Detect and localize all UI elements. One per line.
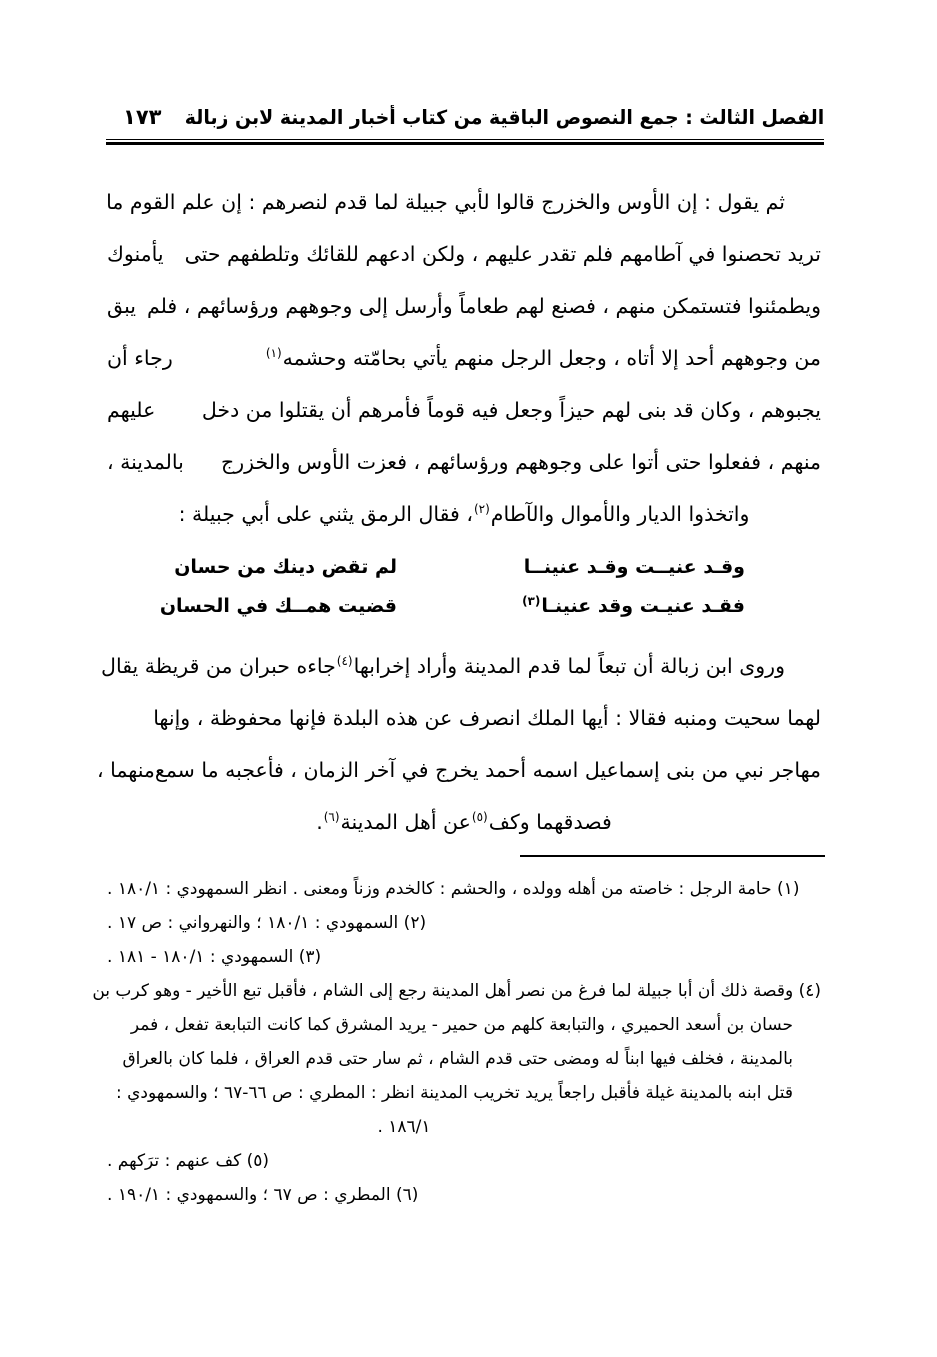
header-rule-thin [106,139,824,140]
verse-line [107,548,821,587]
footnote-marker-6[interactable]: (٦) [323,810,340,825]
verse-hemistich-second: فقـد عنيـت وقد عنينـا$^{(٣)}$ [522,593,745,617]
footnote-text: (٥) كف عنهم : ترَكهم . [107,1151,270,1171]
body-line [107,384,821,436]
page-folio-number: ١٧٣ [123,105,162,129]
body-line-text: واتخذوا الديار والأموال والآطام$^{(٢)}$، فقال الرمق يثني على أبي جبيلة : [178,502,750,526]
footnotes-block [92,872,821,1212]
body-line-text-end: جاءه حبران من قريظة يقال [101,654,336,678]
footnote-continuation [107,1076,821,1110]
body-line-text-end: يبق [107,294,136,318]
footnote-text: (٣) السمهودي : ١٨٠/١ - ١٨١ . [107,947,322,967]
verse-line [107,587,821,626]
body-line [97,744,821,796]
body-line [107,280,821,332]
footnote-text: (١) حامة الرجل : خاصته من أهله وولده ، والحشم : كالخدم وزناً ومعنى . انظر السمهودي : ١٨٠/١ . [107,879,800,899]
footnote-text: (٤) وقصة ذلك أن أبا جبيلة لما فرغ من نصر أهل المدينة رجع إلى الشام ، فأقبل تبع الأخير - وهو كرب بن [92,981,821,1001]
body-line [107,436,821,488]
body-line-text: منهم ، ففعلوا حتى أتوا على وجوههم ورؤسائهم ، فعزت الأوس والخزرج [221,450,821,474]
verse-hemistich-first: قضيت همــك في الحسان [159,595,397,617]
footnote-text: بالمدينة ، فخلف فيها ابناً له ومضى حتى قدم الشام ، ثم سار حتى قدم العراق ، فلما كان بالعراق [122,1049,793,1069]
footnote-text: (٢) السمهودي : ١٨٠/١ ؛ والنهرواني : ص ١٧ . [107,913,427,933]
footnote-item [107,872,821,906]
body-line-text: مهاجر نبي من بنى إسماعيل اسمه أحمد يخرج في آخر الزمان ، فأعجبه ما سمع [154,758,821,782]
body-text-block-second [97,640,821,848]
body-line-text-end: رجاء أن [107,346,173,370]
footnote-text: ١٨٦/١ . [377,1117,431,1137]
body-line [107,796,821,848]
body-text-block [107,176,821,540]
footnote-item [92,974,821,1008]
body-line-text-end: بالمدينة ، [107,450,184,474]
body-line [107,692,821,744]
footnote-item [107,1178,821,1212]
body-line [101,640,821,692]
body-line-text: لهما سحيت ومنبه فقالا : أيها الملك انصرف عن هذه البلدة فإنها محفوظة ، وإنها [153,706,821,730]
footnote-continuation [107,1042,821,1076]
header-rule-thick [106,142,824,145]
footnote-item [107,906,821,940]
footnote-separator-rule [520,855,825,857]
body-line-text-end: يأمنوك [107,242,164,266]
footnote-text: قتل ابنه بالمدينة غيلة فأقبل راجعاً يريد تخريب المدينة انظر : المطري : ص ٦٦-٦٧ ؛ والسمهودي : [115,1083,793,1103]
footnote-continuation [107,1008,821,1042]
body-line-text: تريد تحصنوا في آطامهم فلم تقدر عليهم ، ولكن ادعهم للقائك وتلطفهم حتى [184,242,821,266]
footnote-continuation [107,1110,821,1144]
body-line-text: فصدقهما وكف$^{(٥)}$عن أهل المدينة$^{(٦)}$. [316,810,612,834]
footnote-marker-3[interactable]: (٣) [522,593,541,608]
header-double-rule [106,139,824,145]
verse-hemistich-second: وقـد عنيــت وقـد عنينــا [523,556,745,578]
footnote-marker-2[interactable]: (٢) [473,502,490,517]
running-head-title: الفصل الثالث : جمع النصوص الباقية من كتاب أخبار المدينة لابن زبالة [184,105,824,129]
body-line-text: ثم يقول : إن الأوس والخزرج قالوا لأبي جبيلة لما قدم لنصرهم : إن علم القوم ما [106,190,785,214]
verse-block [107,548,821,626]
footnote-marker-4[interactable]: (٤) [336,654,353,669]
footnote-marker-5[interactable]: (٥) [471,810,488,825]
body-line-text: من وجوههم أحد إلا أتاه ، وجعل الرجل منهم يأتي بحامّته وحشمه$^{(١)}$ [265,346,821,370]
body-line-text-end: منهما ، [97,758,155,782]
body-line [107,488,821,540]
footnote-item [107,1144,821,1178]
running-head [105,100,824,134]
footnote-text: حسان بن أسعد الحميري ، والتبابعة كلهم من حمير - يريد المشرق كما كانت التبابعة تفعل ، فمر [130,1015,793,1035]
body-line [107,332,821,384]
footnote-text: (٦) المطري : ص ٦٧ ؛ والسمهودي : ١٩٠/١ . [107,1185,419,1205]
body-line-text-end: عليهم [107,398,156,422]
body-line-text: وروى ابن زبالة أن تبعاً لما قدم المدينة وأراد إخرابها$^{(٤)}$ [336,654,785,678]
body-line-text: ويطمئنوا فتستمكن منهم ، فصنع لهم طعاماً وأرسل إلى وجوههم ورؤسائهم ، فلم [147,294,821,318]
footnote-item [107,940,821,974]
footnote-marker-1[interactable]: (١) [265,346,282,361]
body-line-text: يجبوهم ، وكان قد بنى لهم حيزاً وجعل فيه قوماً فأمرهم أن يقتلوا من دخل [201,398,821,422]
body-line [107,228,821,280]
body-line [107,176,821,228]
verse-hemistich-first: لم تقض دينك من حسان [174,556,397,578]
